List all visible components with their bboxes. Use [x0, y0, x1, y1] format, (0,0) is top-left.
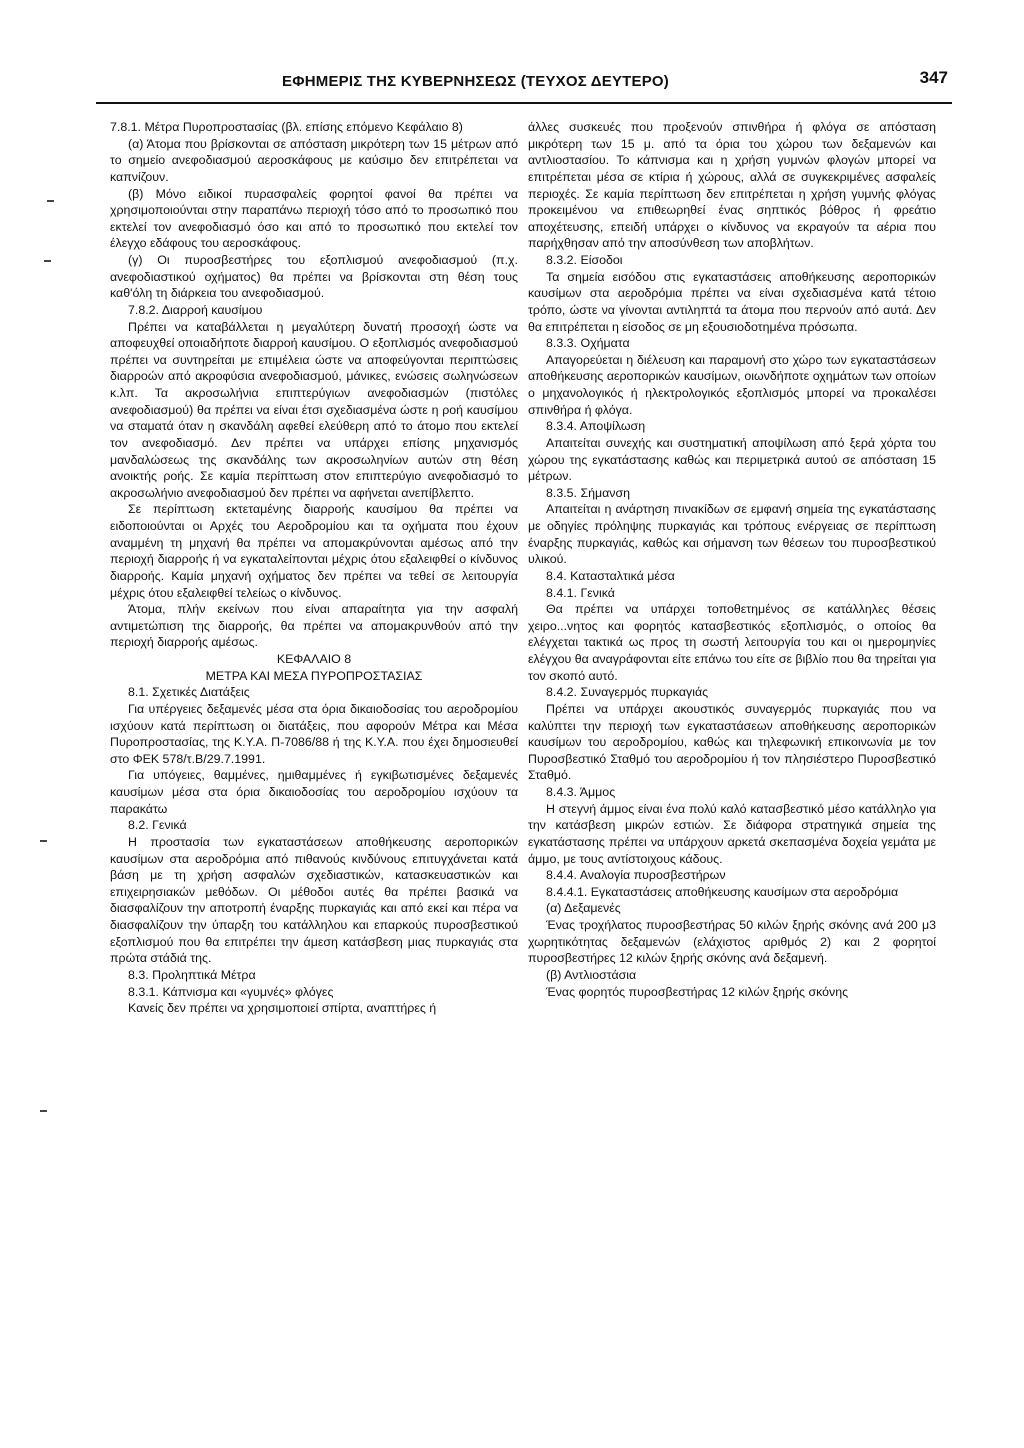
section-heading: 8.4.4. Αναλογία πυροσβεστήρων [546, 868, 726, 883]
paragraph: Η στεγνή άμμος είναι ένα πολύ καλό κατασβεστικό μέσο κατάλληλο για την κατάσβεση μικρών εστιών. Σε διάφορα στρατηγικά σημεία της εγκατάστασης πρέπει να υπάρχουν αρκετά σκεπασμένα δοχεία γεμάτα με άμμο, με τους αντίστοιχους κάδους. [528, 801, 936, 866]
paragraph: άλλες συσκευές που προξενούν σπινθήρα ή φλόγα σε απόσταση μικρότερη των 15 μ. από τα όρια του χώρου των δεξαμενών και αντλιοστασίου. Το κάπνισμα και η χρήση γυμνών φλογών μπορεί να επιτρέπεται μέσα σε κτίρια ή χώρους, αλλά σε συγκεκριμένες ασφαλείς περιοχές. Σε καμία περίπτωση δεν επιτρέπεται η χρήση γυμνής φλόγας προκειμένου να επιθεωρηθεί ένας σηπτικός βόθρος ή φρεάτιο αποχέτευσης, επειδή υπάρχει ο κίνδυνος να εκραγούν τα αέρια που παρήχθησαν από την αποσύνθεση των αποβλήτων. [528, 120, 936, 251]
section-heading: 8.3.1. Κάπνισμα και «γυμνές» φλόγες [128, 984, 334, 999]
paragraph: Τα σημεία εισόδου στις εγκαταστάσεις αποθήκευσης αεροπορικών καυσίμων στα αεροδρόμια πρέπει να είναι σχεδιασμένα κατά τέτοιο τρόπο, ώστε να γίνονται αντιληπτά τα άτομα που περνούν από αυτά. Δεν θα επιτρέπεται η είσοδος σε μη εξουσιοδοτημένα πρόσωπα. [528, 269, 936, 334]
chapter-heading: ΚΕΦΑΛΑΙΟ 8 [276, 652, 352, 666]
section-heading: 8.4.2. Συναγερμός πυρκαγιάς [546, 685, 709, 700]
paragraph: Για υπόγειες, θαμμένες, ημιθαμμένες ή εγκιβωτισμένες δεξαμενές καυσίμων μέσα στα όρια δικαιοδοσίας του αεροδρομίου ισχύουν τα παρακάτω [110, 768, 518, 816]
section-heading: 8.3.3. Οχήματα [546, 336, 630, 351]
paragraph: Θα πρέπει να υπάρχει τοποθετημένος σε κατάλληλες θέσεις χειρο...νητος και φορητός κατασβεστικός εξοπλισμός, ο οποίος θα ελέγχεται τακτικά ως προς τη σωστή λειτουργία του και οι ημερομηνίες ελέγχου θα αναγράφονται είτε επάνω του είτε σε βιβλίο που θα τηρείται για τον σκοπό αυτό. [528, 602, 937, 683]
page-number: 347 [919, 68, 948, 87]
section-heading: 8.3. Προληπτικά Μέτρα [128, 967, 256, 982]
left-column [110, 119, 518, 1017]
section-heading: (β) Αντλιοστάσια [546, 967, 637, 982]
section-heading: 8.3.2. Είσοδοι [546, 253, 623, 267]
section-heading: (α) Δεξαμενές [546, 901, 621, 916]
section-heading: 7.8.2. Διαρροή καυσίμου [128, 302, 263, 317]
section-heading: 8.3.5. Σήμανση [546, 485, 631, 500]
paragraph: Ένας τροχήλατος πυροσβεστήρας 50 κιλών ξηρής σκόνης ανά 200 μ3 χωρητικότητας δεξαμενών (ελάχιστος αριθμός 2) και 2 φορητοί πυροσβεστήρες 12 κιλών ξηρής σκόνης ανά δεξαμενή. [528, 918, 936, 966]
paragraph: Πρέπει να υπάρχει ακουστικός συναγερμός πυρκαγιάς που να καλύπτει την περιοχή των εγκαταστάσεων αποθήκευσης αεροπορικών καυσίμων του αεροδρομίου, καθώς και τηλεφωνική επικοινωνία με τον Πυροσβεστικό Σταθμό του αεροδρομίου ή τον πλησιέστερο Πυροσβεστικό Σταθμό. [528, 701, 936, 783]
margin-mark [40, 1110, 47, 1112]
paragraph: Κανείς δεν πρέπει να χρησιμοποιεί σπίρτα, αναπτήρες ή [128, 1001, 437, 1016]
paragraph: (γ) Οι πυροσβεστήρες του εξοπλισμού ανεφοδιασμού (π.χ. ανεφοδιαστικού οχήματος) θα πρέπει να βρίσκονται στη θέση τους καθ'όλη τη διάρκεια του ανεφοδιασμού. [110, 253, 518, 301]
paragraph: Άτομα, πλήν εκείνων που είναι απαραίτητα για την ασφαλή αντιμετώπιση της διαρροής, θα πρέπει να απομακρυνθούν από την περιοχή διαρροής αμέσως. [110, 602, 518, 650]
section-heading: 8.3.4. Αποψίλωση [546, 419, 646, 434]
chapter-title: ΜΕΤΡΑ ΚΑΙ ΜΕΣΑ ΠΥΡΟΠΡΟΣΤΑΣΙΑΣ [205, 668, 423, 683]
right-column [528, 119, 936, 1000]
margin-mark [40, 840, 47, 842]
paragraph: Για υπέργειες δεξαμενές μέσα στα όρια δικαιοδοσίας του αεροδρομίου ισχύουν κατά περίπτωση οι διατάξεις, που αφορούν Μέτρα και Μέσα Πυροπροστασίας, της Κ.Υ.Α. Π-7086/88 ή της Κ.Υ.Α. που έχει δημοσιευθεί στο ΦΕΚ 578/τ.Β/29.7.1991. [110, 701, 518, 766]
section-heading: 8.4.3. Άμμος [546, 785, 616, 799]
paragraph: Απαγορεύεται η διέλευση και παραμονή στο χώρο των εγκαταστάσεων αποθήκευσης αεροπορικών καυσίμων, οιωνδήποτε οχημάτων των οποίων ο μηχανολογικός ή ηλεκτρολογικός εξοπλισμός μπορεί να προκαλέσει σπινθήρα ή φλόγα. [528, 352, 936, 417]
paragraph: Πρέπει να καταβάλλεται η μεγαλύτερη δυνατή προσοχή ώστε να αποφευχθεί οποιαδήποτε διαρροή καυσίμου. Ο εξοπλισμός ανεφοδιασμού πρέπει να συντηρείται με επιμέλεια ώστε να αποφεύγονται περιπτώσεις διαρροών από ακροφύσια ανεφοδιασμού, μάνικες, ενώσεις σωληνώσεων κ.λπ. Τα ακροσωλήνια επιπτερύγιων ανεφοδιασμών (πιστόλες ανεφοδιασμού) θα πρέπει να είναι έτσι σχεδιασμένα ώστε η ροή καυσίμου να σταματά όταν η σκανδάλη αφεθεί ελεύθερη από το άτομο που εκτελεί τον ανεφοδιασμό. Δεν πρέπει να υπάρχει επίσης μηχανισμός μανδαλώσεως της σκανδάλης των ακροσωληνίων αυτών στη θέση ανοικτής ροής. Σε καμία περίπτωση στον επιπτερύγιο ανεφοδιασμό το ακροσωλήνιο ανεφοδιασμού δεν πρέπει να αφήνεται ανεπίβλεπτο. [110, 319, 518, 500]
margin-mark [44, 260, 51, 262]
paragraph: (β) Μόνο ειδικοί πυρασφαλείς φορητοί φανοί θα πρέπει να χρησιμοποιούνται στην παραπάνω περιοχή τόσο από το προσωπικό που εκτελεί τον ανεφοδιασμό όσο και από το προσωπικό που εκτελεί τον έλεγχο εδάφους του αεροσκάφους. [110, 186, 518, 251]
paragraph: Απαιτείται συνεχής και συστηματική αποψίλωση από ξερά χόρτα του χώρου της εγκατάστασης καθώς και περιμετρικά αυτού σε απόσταση 15 μέτρων. [528, 435, 936, 484]
gazette-title: ΕΦΗΜΕΡΙΣ ΤΗΣ ΚΥΒΕΡΝΗΣΕΩΣ (ΤΕΥΧΟΣ ΔΕΥΤΕΡΟ) [282, 73, 669, 90]
paragraph: Ένας φορητός πυροσβεστήρας 12 κιλών ξηρής σκόνης [546, 984, 849, 999]
paragraph: (α) Άτομα που βρίσκονται σε απόσταση μικρότερη των 15 μέτρων από το σημείο ανεφοδιασμού αεροσκάφους με καύσιμο δεν επιτρέπεται να καπνίζουν. [110, 136, 518, 184]
paragraph: Απαιτείται η ανάρτηση πινακίδων σε εμφανή σημεία της εγκατάστασης με οδηγίες πρόληψης πυρκαγιάς και τρόπους ενέργειας σε περίπτωση έναρξης πυρκαγιάς, καθώς και σήμανση των θέσεων του πυροσβεστικού υλικού. [528, 502, 936, 567]
paragraph: Σε περίπτωση εκτεταμένης διαρροής καυσίμου θα πρέπει να ειδοποιούνται οι Αρχές του Αεροδρομίου και τα οχήματα που έχουν αναμμένη τη μηχανή θα πρέπει να απομακρύνονται αμέσως από την περιοχή διαρροής ή να εγκαταλείπονται μέχρις ότου εξαλειφθεί ο κίνδυνος διαρροής. Καμία μηχανή οχήματος δεν πρέπει να τεθεί σε λειτουργία μέχρις ότου εξαλειφθεί τελείως ο κίνδυνος. [110, 502, 518, 600]
section-heading: 7.8.1. Μέτρα Πυροπροστασίας (βλ. επίσης επόμενο Κεφάλαιο 8) [110, 120, 463, 134]
section-heading: 8.4. Κατασταλτικά μέσα [546, 568, 675, 583]
section-heading: 8.2. Γενικά [128, 818, 187, 833]
section-heading: 8.1. Σχετικές Διατάξεις [128, 685, 250, 700]
page-header [96, 62, 952, 104]
margin-mark [47, 200, 54, 202]
section-heading: 8.4.1. Γενικά [546, 585, 615, 600]
paragraph: Η προστασία των εγκαταστάσεων αποθήκευσης αεροπορικών καυσίμων στα αεροδρόμια από πιθανούς κινδύνους επιτυγχάνεται κατά βάση με τη χρήση ασφαλών σχεδιαστικών, κατασκευαστικών και επιχειρησιακών μεθόδων. Οι μέθοδοι αυτές θα πρέπει βασικά να διασφαλίζουν την αποτροπή έναρξης πυρκαγιάς και από εκεί και πέρα να διασφαλίζουν την ύπαρξη του κατάλληλου και επαρκούς πυροσβεστικού εξοπλισμού που θα επιτρέπει την άμεση κατάσβεση μιας πυρκαγιάς στα πρώτα στάδιά της. [110, 834, 518, 966]
section-heading: 8.4.4.1. Εγκαταστάσεις αποθήκευσης καυσίμων στα αεροδρόμια [546, 884, 899, 899]
